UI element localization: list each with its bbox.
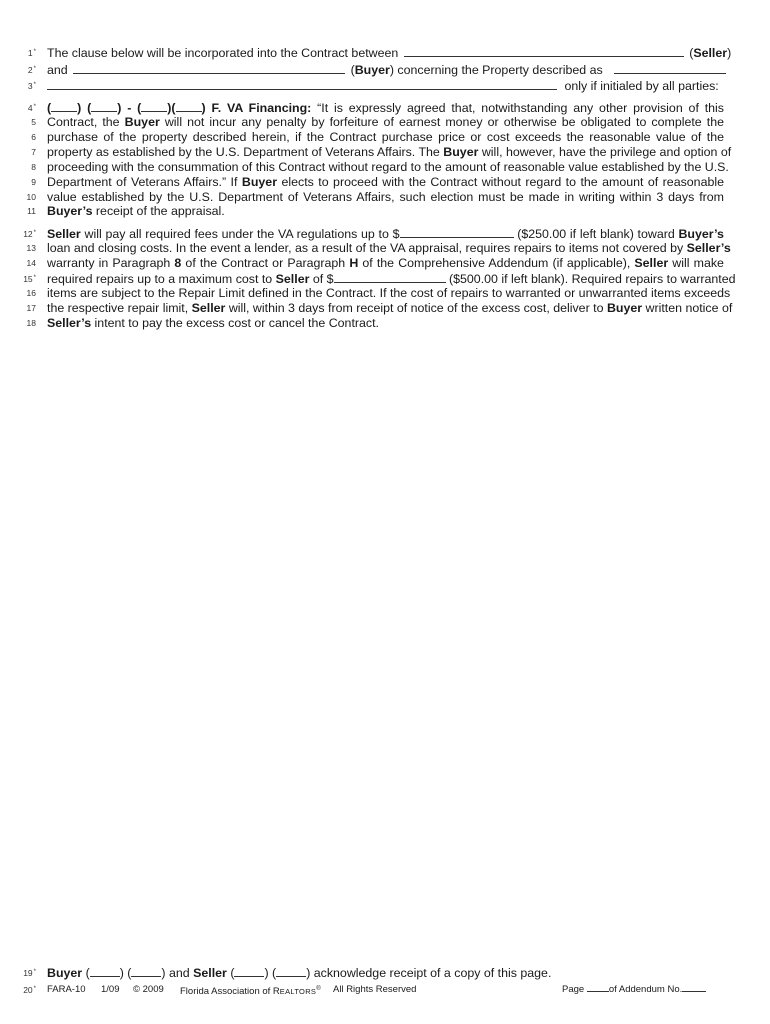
clause-title: F. VA Financing: [211, 101, 312, 115]
line-number: 11 [27, 206, 36, 216]
line-number: 3* [27, 81, 36, 91]
initial-field[interactable] [176, 100, 202, 112]
line-number: 9 [31, 177, 36, 187]
copyright: © 2009 [133, 984, 164, 995]
line-number: 10 [26, 192, 36, 202]
line-number: 6 [31, 132, 36, 142]
property-description-continued-field[interactable] [47, 78, 557, 90]
buyer-initial-field[interactable] [90, 965, 120, 977]
form-line-4: 4* ( ) ( ) - ( )( ) F. VA Financing: “It is expressly agreed that, notwithstanding any other provision of this [0, 100, 770, 115]
form-date: 1/09 [101, 984, 120, 995]
line-number: 20* [23, 985, 36, 995]
property-description-field[interactable] [614, 62, 726, 74]
line-number: 14 [26, 258, 36, 268]
form-line-13: 13 loan and closing costs. In the event a lender, as a result of the VA appraisal, requires repairs to items not covered by Seller’s [0, 241, 770, 256]
line-number: 1* [27, 48, 36, 58]
form-line-12: 12* Seller will pay all required fees under the VA regulations up to $ ($250.00 if left blank) toward Buyer’s [0, 226, 770, 241]
form-line-7: 7 property as established by the U.S. Department of Veterans Affairs. The Buyer will, however, have the privilege and option of [0, 145, 770, 160]
line-number: 7 [31, 147, 36, 157]
line-number: 13 [26, 243, 36, 253]
seller-label: Seller [693, 46, 728, 60]
line-number: 15* [23, 274, 36, 284]
form-line-19: 19* Buyer ( ) ( ) and Seller ( ) ( ) acknowledge receipt of a copy of this page. [0, 965, 770, 980]
line-number: 4* [27, 103, 36, 113]
page-number-label: Page of Addendum No. [562, 982, 706, 997]
seller-initial-field[interactable] [234, 965, 264, 977]
form-line-10: 10 value established by the U.S. Department of Veterans Affairs, such election must be made in writing within 3 days from [0, 190, 770, 205]
association-name: Florida Association of REALTORS® [180, 986, 321, 998]
seller-initial-field[interactable] [276, 965, 306, 977]
line-number: 18 [26, 318, 36, 328]
form-line-5: 5 Contract, the Buyer will not incur any penalty by forfeiture of earnest money or otherwise be obligated to complete the [0, 115, 770, 130]
line-number: 2* [27, 65, 36, 75]
initial-field[interactable] [91, 100, 117, 112]
form-line-1: 1* The clause below will be incorporated into the Contract between (Seller) [0, 45, 770, 60]
initial-field[interactable] [141, 100, 167, 112]
form-line-18: 18 Seller’s intent to pay the excess cost or cancel the Contract. [0, 316, 770, 331]
form-line-16: 16 items are subject to the Repair Limit defined in the Contract. If the cost of repairs to warranted or unwarranted items exceeds [0, 286, 770, 301]
form-line-6: 6 purchase of the property described herein, if the Contract purchase price or cost exceeds the reasonable value of the [0, 130, 770, 145]
buyer-label: Buyer [354, 63, 390, 77]
form-line-3: 3* only if initialed by all parties: [0, 78, 770, 93]
seller-name-field[interactable] [404, 45, 684, 57]
va-fees-amount-field[interactable] [400, 226, 514, 238]
form-line-17: 17 the respective repair limit, Seller will, within 3 days from receipt of notice of the excess cost, deliver to Buyer written notice of [0, 301, 770, 316]
repair-limit-amount-field[interactable] [334, 271, 446, 283]
buyer-name-field[interactable] [73, 62, 345, 74]
buyer-initial-field[interactable] [131, 965, 161, 977]
form-line-14: 14 warranty in Paragraph 8 of the Contract or Paragraph H of the Comprehensive Addendum (if applicable), Seller will make [0, 256, 770, 271]
rights-reserved: All Rights Reserved [333, 984, 417, 995]
page-number-field[interactable] [587, 982, 609, 992]
line-number: 12* [23, 229, 36, 239]
form-code: FARA-10 [47, 984, 86, 995]
line-number: 19* [23, 968, 36, 978]
form-line-8: 8 proceeding with the consummation of this Contract without regard to the amount of reasonable value established by the U.S. [0, 160, 770, 175]
initial-field[interactable] [51, 100, 77, 112]
line-number: 16 [26, 288, 36, 298]
form-line-9: 9 Department of Veterans Affairs.” If Buyer elects to proceed with the Contract without regard to the amount of reasonable [0, 175, 770, 190]
addendum-number-field[interactable] [682, 982, 706, 992]
form-line-2: 2* and (Buyer) concerning the Property described as [0, 62, 770, 77]
form-line-15: 15* required repairs up to a maximum cost to Seller of $ ($500.00 if left blank). Required repairs to warranted [0, 271, 770, 286]
line-number: 8 [31, 162, 36, 172]
form-footer [0, 982, 770, 997]
line-number: 17 [26, 303, 36, 313]
line-number: 5 [31, 117, 36, 127]
form-line-11: 11 Buyer’s receipt of the appraisal. [0, 204, 770, 219]
clause-intro-text: The clause below will be incorporated into the Contract between [47, 46, 399, 60]
